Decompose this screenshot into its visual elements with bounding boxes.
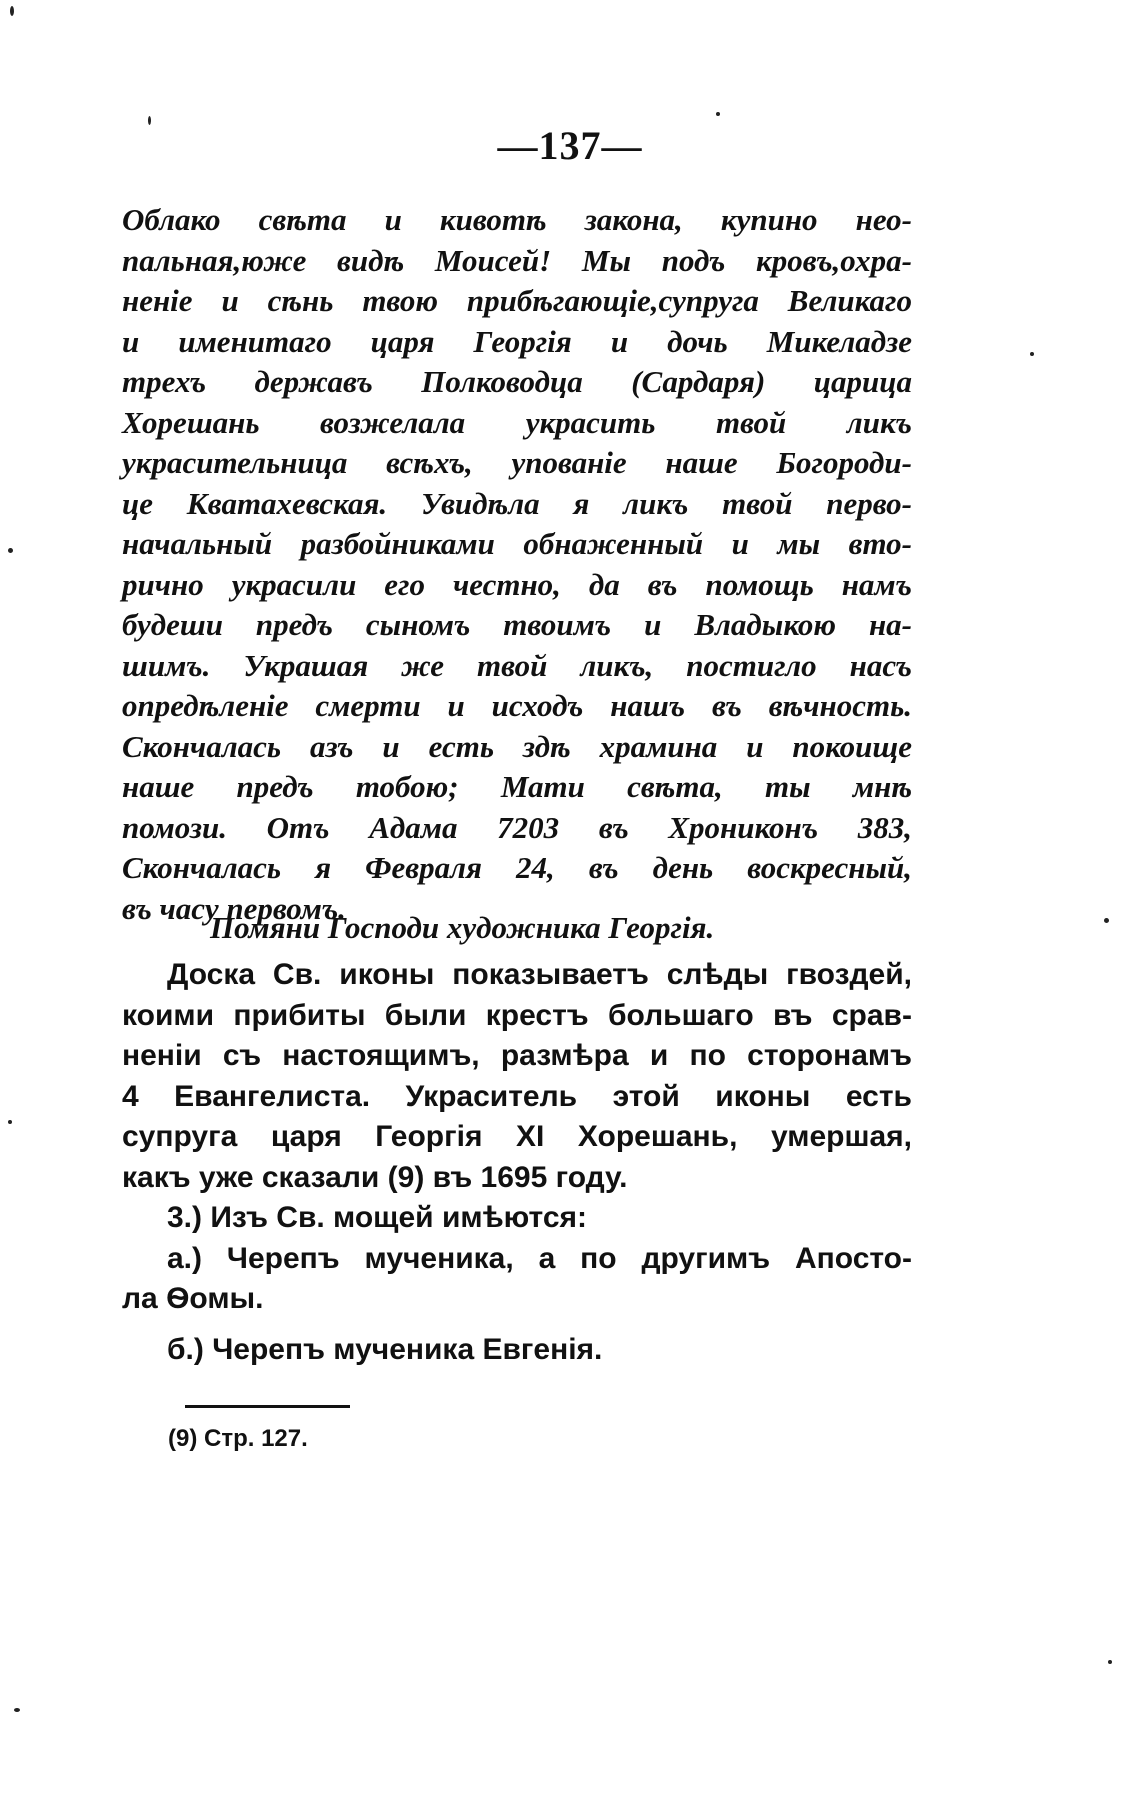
list-item-b: б.) Черепъ мученика Евгенія. [167, 1333, 603, 1366]
scan-speck [1108, 1660, 1112, 1664]
inscription-line: шимъ. Украшая же твой ликъ, постигло насъ [122, 647, 912, 683]
list-heading: 3.) Изъ Св. мощей имѣются: [167, 1201, 588, 1234]
inscription-line: неніе и сѣнь твою прибѣгающіе,супруга Великаго [122, 283, 912, 318]
inscription-line: наше предъ тобою; Мати свѣта, ты мнѣ [122, 769, 912, 804]
inscription-line: трехъ державъ Полководца (Сардаря) царица [122, 364, 912, 399]
scan-speck [14, 1708, 20, 1712]
inscription-line: опредѣленіе смерти и исходъ нашъ въ вѣчность. [122, 688, 912, 723]
body-line: Доска Св. иконы показываетъ слѣды гвоздей, [167, 958, 912, 991]
scan-speck [1030, 352, 1034, 356]
inscription-line: украсительница всѣхъ, упованіе наше Богороди- [122, 445, 912, 480]
inscription-line: Хорешань возжелала украсить твой ликъ [122, 404, 912, 440]
inscription-line: въ часу первомъ. [122, 890, 346, 926]
inscription-line: це Кватахевская. Увидѣла я ликъ твой перво- [122, 485, 912, 521]
scan-speck [148, 116, 151, 125]
inscription-line: Скончалась я Февраля 24, въ день воскресный, [122, 850, 912, 885]
inscription-closing: Помяни Господи художника Георгія. [210, 910, 715, 945]
inscription-line: начальный разбойниками обнаженный и мы вто- [122, 526, 912, 561]
relics-list [122, 1198, 912, 1320]
scan-speck [10, 6, 14, 16]
inscription-paragraph [122, 200, 912, 929]
inscription-line: рично украсили его честно, да въ помощь намъ [122, 566, 912, 602]
body-line: какъ уже сказали (9) въ 1695 году. [122, 1160, 628, 1194]
body-line: супруга царя Георгія XI Хорешань, умершая, [122, 1120, 912, 1153]
scan-speck [8, 548, 13, 553]
inscription-line: Скончалась азъ и есть здѣ храмина и покоище [122, 728, 912, 764]
inscription-line: будеши предъ сыномъ твоимъ и Владыкою на- [122, 607, 912, 642]
footnote-divider [185, 1405, 350, 1408]
footnote: (9) Стр. 127. [168, 1425, 308, 1452]
inscription-line: помози. Отъ Адама 7203 въ Хрониконъ 383, [122, 809, 912, 845]
relics-list-b [122, 1330, 912, 1371]
page-number: —137— [497, 123, 643, 168]
list-item-a: а.) Черепъ мученика, а по другимъ Апосто- [167, 1241, 912, 1275]
inscription-line: Облако свѣта и кивотѣ закона, купино нео- [122, 202, 912, 237]
inscription-line: пальная,юже видѣ Моисей! Мы подъ кровъ,охра- [122, 242, 912, 278]
scan-speck [716, 112, 720, 116]
body-line: неніи съ настоящимъ, размѣра и по сторонамъ [122, 1039, 912, 1072]
list-item-a-continuation: ла Ѳомы. [122, 1282, 264, 1315]
body-line: коими прибиты были крестъ большаго въ срав- [122, 998, 912, 1032]
body-line: 4 Евангелиста. Украситель этой иконы есть [122, 1079, 912, 1113]
body-paragraph [122, 955, 912, 1198]
scan-speck [8, 1120, 12, 1124]
scan-speck [1104, 918, 1109, 923]
inscription-line: и именитаго царя Георгія и дочь Микеладзе [122, 323, 912, 359]
